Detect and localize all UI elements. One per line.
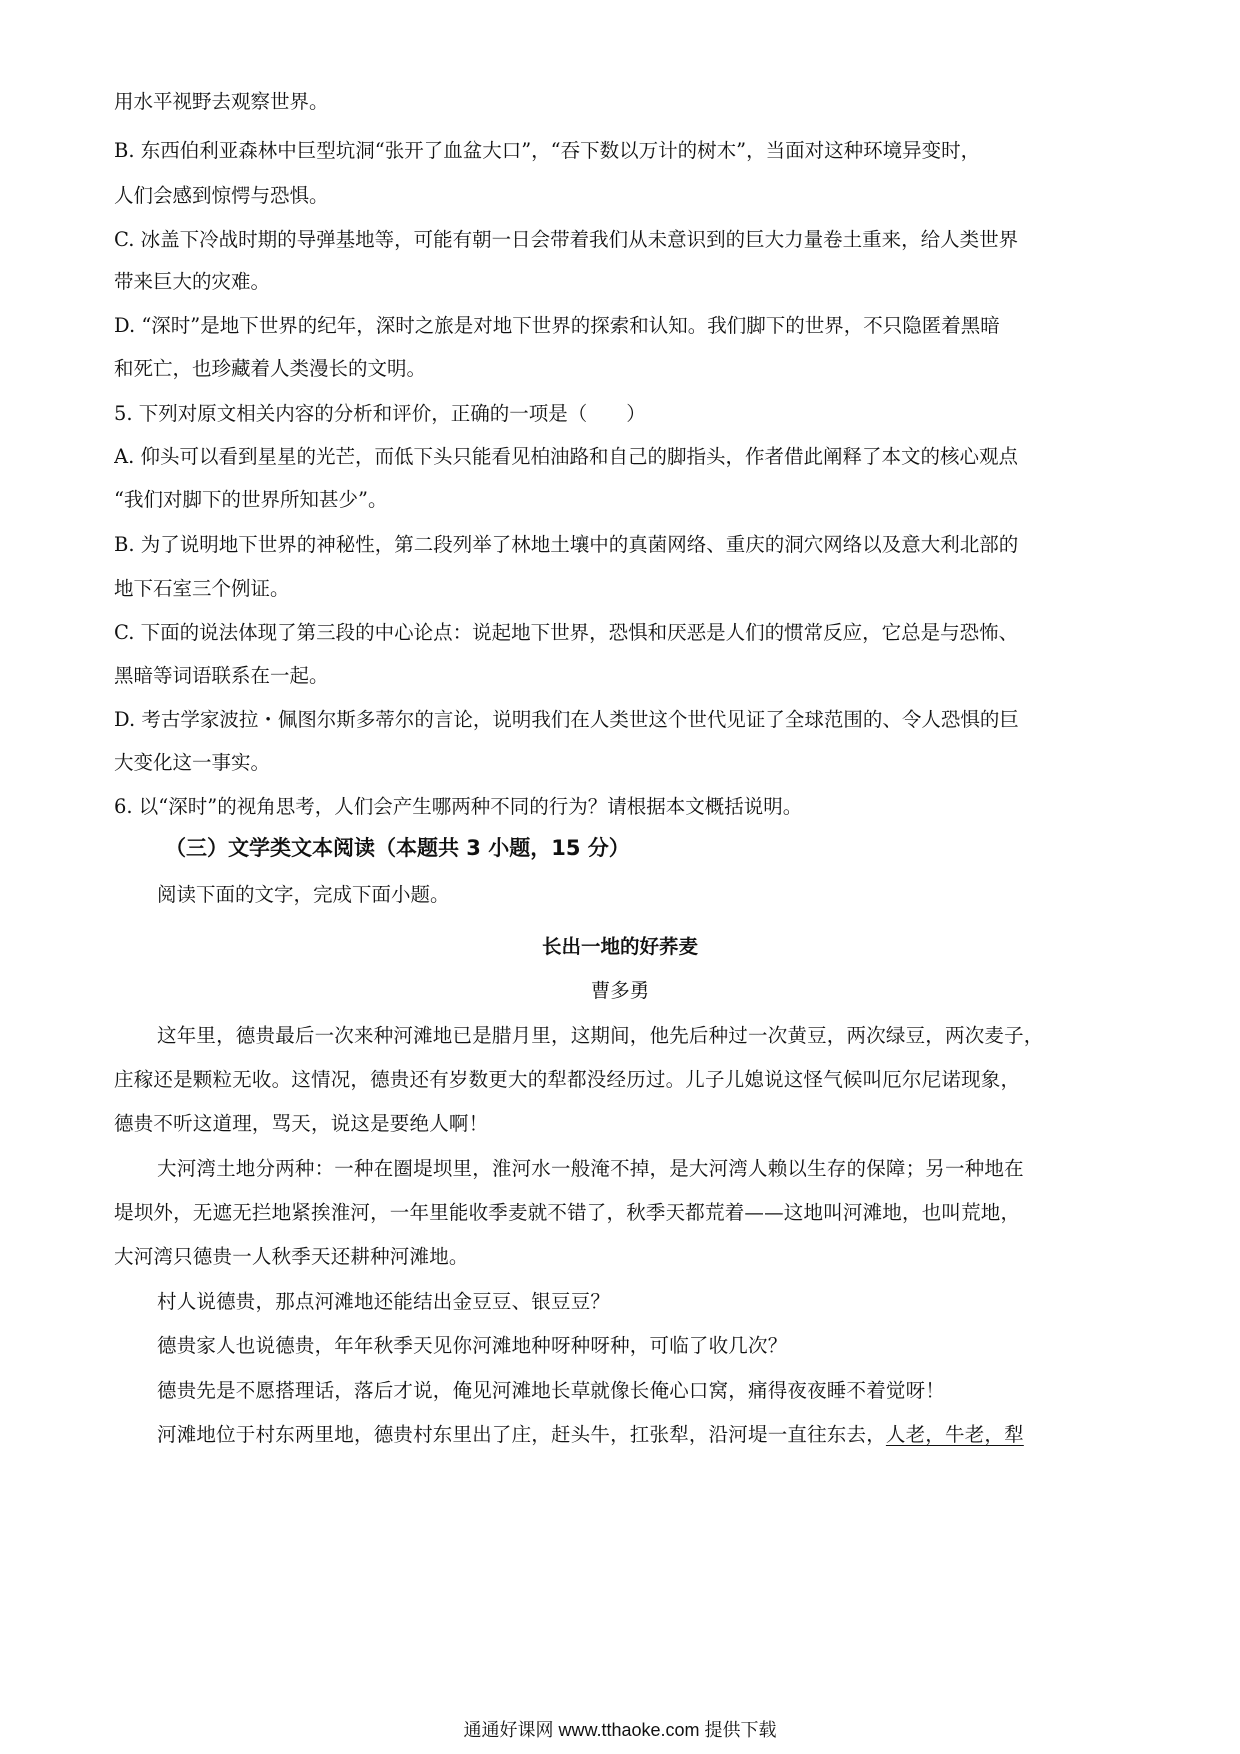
story-line: 大河湾土地分两种：一种在圈堤坝里，淮河水一般淹不掉，是大河湾人赖以生存的保障；另一种地在 (157, 1157, 1024, 1180)
q5-option-d-line-1: D. 考古学家波拉・佩图尔斯多蒂尔的言论，说明我们在人类世这个世代见证了全球范围的、令人恐惧的巨 (114, 708, 1019, 731)
question-6: 6. 以“深时”的视角思考，人们会产生哪两种不同的行为？请根据本文概括说明。 (114, 795, 803, 818)
story-line: 大河湾只德贵一人秋季天还耕种河滩地。 (114, 1245, 469, 1268)
story-line: 村人说德贵，那点河滩地还能结出金豆豆、银豆豆？ (157, 1290, 611, 1313)
story-line: 庄稼还是颗粒无收。这情况，德贵还有岁数更大的犁都没经历过。儿子儿媳说这怪气候叫厄尔尼诺现象， (114, 1068, 1021, 1091)
story-last-line-text: 河滩地位于村东两里地，德贵村东里出了庄，赶头牛，扛张犁，沿河堤一直往东去， (157, 1423, 886, 1446)
question-5: 5. 下列对原文相关内容的分析和评价，正确的一项是（ ） (114, 402, 646, 425)
q5-option-c-line-1: C. 下面的说法体现了第三段的中心论点：说起地下世界，恐惧和厌恶是人们的惯常反应，它总是与恐怖、 (114, 621, 1019, 644)
option-b-line-2: 人们会感到惊愕与恐惧。 (114, 184, 329, 207)
story-author: 曹多勇 (590, 979, 650, 1002)
story-line: 德贵先是不愿搭理话，落后才说，俺见河滩地长草就像长俺心口窝，痛得夜夜睡不着觉呀！ (157, 1379, 946, 1402)
underlined-phrase: 人老，牛老，犁 (885, 1423, 1024, 1446)
q5-option-b-line-2: 地下石室三个例证。 (114, 577, 290, 600)
q5-option-c-line-2: 黑暗等词语联系在一起。 (114, 664, 329, 687)
option-d-line-1: D. “深时”是地下世界的纪年，深时之旅是对地下世界的探索和认知。我们脚下的世界，不只隐匿着黑暗 (114, 314, 1000, 337)
story-title: 长出一地的好荞麦 (541, 935, 698, 958)
story-line: 这年里，德贵最后一次来种河滩地已是腊月里，这期间，他先后种过一次黄豆，两次绿豆，两次麦子， (157, 1024, 1044, 1047)
q5-option-a-line-2: “我们对脚下的世界所知甚少”。 (114, 488, 388, 511)
story-line: 堤坝外，无遮无拦地紧挨淮河，一年里能收季麦就不错了，秋季天都荒着——这地叫河滩地，也叫荒地， (114, 1201, 1021, 1224)
story-last-line (157, 1421, 1130, 1449)
section-heading: （三）文学类文本阅读（本题共 3 小题，15 分） (165, 836, 630, 860)
text-line: 用水平视野去观察世界。 (114, 90, 329, 113)
option-b-line-1: B. 东西伯利亚森林中巨型坑洞“张开了血盆大口”，“吞下数以万计的树木”，当面对这种环境异变时， (114, 139, 981, 162)
option-d-line-2: 和死亡，也珍藏着人类漫长的文明。 (114, 357, 427, 380)
q5-option-a-line-1: A. 仰头可以看到星星的光芒，而低下头只能看见柏油路和自己的脚指头，作者借此阐释了本文的核心观点 (114, 445, 1018, 468)
option-c-line-1: C. 冰盖下冷战时期的导弹基地等，可能有朝一日会带着我们从未意识到的巨大力量卷土重来，给人类世界 (114, 228, 1019, 251)
q5-option-b-line-1: B. 为了说明地下世界的神秘性，第二段列举了林地土壤中的真菌网络、重庆的洞穴网络以及意大利北部的 (114, 533, 1019, 556)
story-line: 德贵不听这道理，骂天，说这是要绝人啊！ (114, 1112, 489, 1135)
footer-watermark: 通通好课网 www.tthaoke.com 提供下载 (463, 1720, 777, 1740)
story-line: 德贵家人也说德贵，年年秋季天见你河滩地种呀种呀种，可临了收几次？ (157, 1334, 788, 1357)
q5-option-d-line-2: 大变化这一事实。 (114, 751, 271, 774)
option-c-line-2: 带来巨大的灾难。 (114, 270, 271, 293)
reading-instruction: 阅读下面的文字，完成下面小题。 (157, 883, 450, 906)
